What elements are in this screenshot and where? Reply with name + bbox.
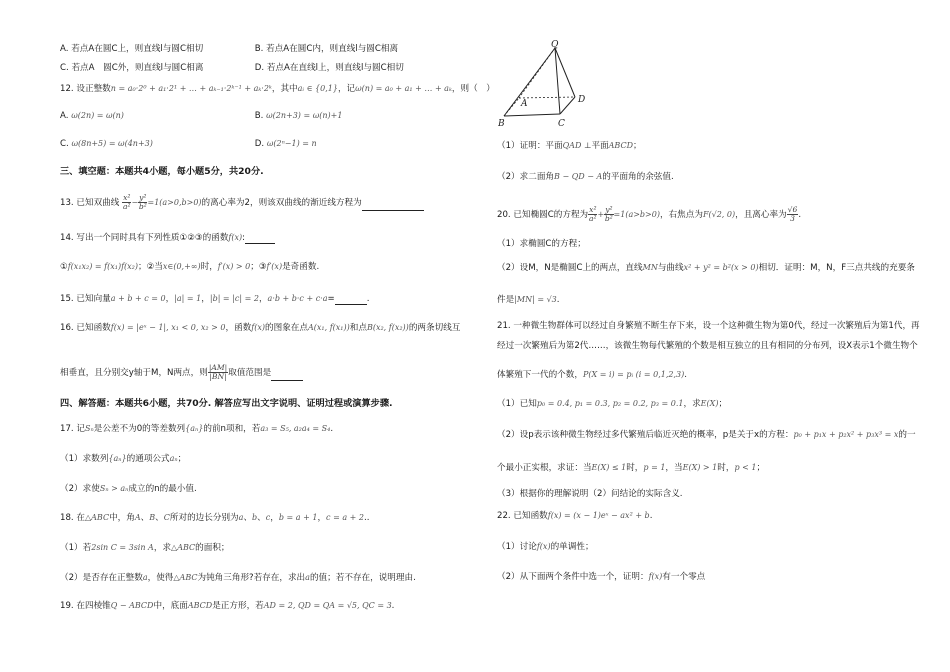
q18-text: 的值；若不存在，说明理由.	[309, 573, 416, 583]
q18-math: a	[142, 573, 148, 582]
q14-text: :	[242, 233, 246, 243]
q21-text: ，求	[683, 399, 701, 409]
q20-frac-den: a²	[589, 214, 597, 223]
q16-math-2: f(x)	[251, 323, 266, 332]
q22-math: f(x)	[536, 542, 551, 551]
q21-text: ，当	[665, 463, 683, 473]
q14-math-2: x∈(0,+∞)	[162, 262, 201, 271]
q19-stem	[60, 600, 394, 612]
q18-text: ，	[317, 513, 327, 523]
q20-text: ，右焦点为	[659, 210, 703, 220]
q18-math: a	[238, 513, 244, 522]
q11-option-d: D. 若点A在直线l上，则直线l与圆C相切	[254, 63, 404, 73]
q22-text: （2）从下面两个条件中选一个，证明：	[497, 572, 649, 582]
q18-math: b	[252, 513, 258, 522]
q21-math: p = 1	[643, 463, 666, 472]
label-Q: Q	[551, 40, 559, 50]
q19-math: QAD ⊥	[562, 141, 592, 150]
q19-text: （2）求二面角	[497, 172, 555, 182]
q12-text: ，则（ ）	[451, 84, 495, 94]
q20-plus: +	[597, 210, 605, 219]
q18-math: △ABC	[171, 543, 196, 552]
q18-stem	[60, 512, 369, 524]
q20-math: MN	[642, 263, 658, 272]
q21-line1: 21. 一种微生物群体可以经过自身繁殖不断生存下来，设一个这种微生物为第0代，经过一次繁殖后为第1代，再	[497, 321, 920, 331]
q19-text: 是正方形，若	[212, 601, 264, 611]
q16-text: 的图象在点	[265, 323, 308, 333]
q19-math: ABCD	[187, 601, 213, 610]
q17-text: （1）求数列	[60, 454, 109, 464]
label-D: D	[578, 95, 586, 105]
q12-options-row2	[60, 138, 317, 150]
q14-text: 时，	[200, 262, 218, 272]
q14-text: 是奇函数.	[282, 262, 320, 272]
q19-text: 中，底面	[153, 601, 188, 611]
q16-text: 16. 已知函数	[60, 323, 111, 333]
q22-part1	[497, 541, 594, 553]
q19-text: .	[391, 601, 395, 611]
q16-frac-num: |AM|	[208, 363, 228, 372]
q19-text: ；	[633, 141, 642, 151]
q21-part2-line2	[497, 462, 765, 474]
q14-text: ；③	[250, 262, 267, 272]
q20-fraction-e	[787, 205, 802, 223]
q16-math-3: A(x₁, f(x₁))	[308, 323, 350, 332]
q13-frac-den: b²	[138, 202, 147, 211]
label-C: C	[558, 119, 565, 128]
q14-math-4: f′(x)	[266, 262, 283, 271]
q16-text: 的两条切线互	[408, 323, 461, 333]
q21-text: 个最小正实根，求证：当	[497, 463, 592, 473]
q15-text: .	[366, 294, 370, 304]
q18-part1	[60, 542, 230, 554]
q15-math-3: |b| = |c| = 2	[209, 294, 259, 303]
q20-frac-num: √6	[787, 205, 798, 214]
q18-part2	[60, 572, 416, 584]
q22-stem	[497, 510, 652, 522]
q18-text: 所对的边长分别为	[169, 513, 239, 523]
q21-part1	[497, 398, 727, 410]
q13-answer-blank[interactable]	[362, 201, 424, 211]
q14-text: ①	[60, 262, 68, 272]
q20-text: 件是	[497, 295, 515, 305]
q22-text: 的单调性；	[550, 542, 594, 552]
q15-text: ，	[258, 294, 268, 304]
q21-text: ；	[756, 463, 766, 473]
q12-option-c-label: C.	[60, 139, 69, 149]
q13-text: 13. 已知双曲线	[60, 198, 120, 208]
q17-text: 的前n项和，若	[203, 424, 261, 434]
q21-text: （1）已知	[497, 399, 537, 409]
q19-text: 的平面角的余弦值.	[602, 172, 674, 182]
q12-option-b-label: B.	[254, 111, 264, 121]
q13-condition: =1(a>0,b>0)	[147, 198, 202, 207]
q12-text: ，其中	[271, 84, 298, 94]
q21-math: E(X)	[700, 399, 719, 408]
q21-line2: 经过一次繁殖后为第2代……，该微生物每代繁殖的个数是相互独立的且有相同的分布列，设X表示1个微生物个	[497, 341, 918, 351]
label-A: A	[521, 99, 528, 109]
q17-text: 的通项公式	[126, 454, 170, 464]
q11-options-row1	[60, 43, 398, 55]
q20-stem	[497, 206, 801, 223]
q20-text: 20. 已知椭圆C的方程为	[497, 210, 589, 220]
q15-math-4: a·b + b·c + c·a	[267, 294, 328, 303]
q21-text: .	[684, 370, 687, 380]
q16-text: 相垂直，且分别交y轴于M，N两点，则	[60, 368, 208, 378]
q20-fraction-y	[604, 206, 613, 223]
q18-math: 2sin C = 3sin A	[91, 543, 154, 552]
q14-properties	[60, 261, 319, 273]
q16-math-1: f(x) = |eˣ − 1|, x₁ < 0, x₂ > 0	[110, 323, 226, 332]
q17-text: 17. 记	[60, 424, 85, 434]
q16-text: 和点	[349, 323, 367, 333]
q20-part2-line1	[497, 262, 915, 274]
q18-text: ，求	[153, 543, 172, 553]
q13-text: 的离心率为2，则该双曲线的渐近线方程为	[201, 198, 362, 208]
q21-text: 体繁殖下一代的个数，	[497, 370, 583, 380]
q18-math: a	[305, 573, 310, 582]
q12-option-d-math: ω(2ⁿ−1) = n	[266, 139, 317, 148]
q18-math: △ABC	[173, 573, 198, 582]
q18-text: 中，角	[109, 513, 135, 523]
q21-math: E(X) ≤ 1	[591, 463, 627, 472]
q20-math: |MN| = √3	[514, 295, 557, 304]
q15-text: =	[327, 294, 335, 304]
q18-text: 的面积；	[195, 543, 230, 553]
label-B: B	[498, 119, 505, 128]
q18-math: b = a + 1	[278, 513, 318, 522]
q17-text: 成立的n的最小值.	[128, 484, 197, 494]
q21-math: E(X) > 1	[682, 463, 718, 472]
q19-math: Q − ABCD	[110, 601, 154, 610]
q21-math: p₀ + p₁x + p₂x² + p₃x³ = x	[793, 430, 899, 439]
q16-frac-den: |BN|	[209, 372, 227, 381]
q18-text: ，使得	[147, 573, 174, 583]
q18-math: △ABC	[85, 513, 110, 522]
q20-text: 相切．证明：M，N，F三点共线的充要条	[758, 263, 915, 273]
q19-math: AD = 2, QD = QA = √5, QC = 3	[263, 601, 392, 610]
q12-option-a-math: ω(2n) = ω(n)	[71, 111, 124, 120]
q16-fraction	[208, 364, 228, 381]
q21-text: 时，	[626, 463, 644, 473]
q11-option-b: B. 若点A在圆C内，则直线l与圆C相离	[254, 44, 399, 54]
q18-math: c = a + 2	[326, 513, 364, 522]
q20-part2-line2	[497, 294, 560, 306]
q21-math: p < 1	[734, 463, 757, 472]
q22-text: （1）讨论	[497, 542, 537, 552]
q18-math: C	[163, 513, 170, 522]
q21-text: ；	[718, 399, 728, 409]
q20-frac-den: b²	[604, 214, 613, 223]
q17-text: 是公差不为0的等差数列	[93, 424, 186, 434]
q14-answer-blank[interactable]	[245, 234, 275, 244]
q17-part1	[60, 453, 186, 465]
q12-option-c	[60, 138, 252, 150]
q17-text: ；	[177, 454, 187, 464]
q14-text: 14. 写出一个同时具有下列性质①②③的函数	[60, 233, 229, 243]
q12-option-d-label: D.	[254, 139, 265, 149]
q12-math-a: aᵢ ∈ {0,1}	[297, 84, 338, 93]
q22-text: .	[649, 511, 653, 521]
q18-text: 18. 在	[60, 513, 85, 523]
q17-math-3: a₃ = S₅, a₂a₄ = S₄	[260, 424, 331, 433]
q18-math: A	[134, 513, 141, 522]
q17-text: .	[330, 424, 334, 434]
q12-text: 12. 设正整数	[60, 84, 111, 94]
left-column	[60, 0, 500, 672]
q22-math: f(x)	[648, 572, 663, 581]
q21-part2-line1	[497, 429, 916, 441]
q18-text: 、	[243, 513, 253, 523]
q12-option-a	[60, 110, 252, 122]
q15-math-1: a + b + c = 0	[110, 294, 166, 303]
q14-math-3: f′(x) > 0	[217, 262, 251, 271]
q15-math-2: |a| = 1	[174, 294, 202, 303]
q18-text: ..	[363, 513, 370, 523]
q12-option-c-math: ω(8n+5) = ω(4n+3)	[71, 139, 153, 148]
q19-math: B − QD − A	[554, 172, 603, 181]
q12-option-b	[255, 110, 343, 122]
q14-math-fx: f(x)	[228, 233, 243, 242]
q17-text: （2）求使	[60, 484, 100, 494]
q18-text: 、	[140, 513, 150, 523]
q20-frac-den: 3	[790, 214, 795, 223]
q21-text: 的一	[898, 430, 916, 440]
q19-part2	[497, 171, 674, 183]
q11-option-c: C. 若点A 圆C外，则直线l与圆C相离	[60, 63, 204, 73]
q15-text: ，	[201, 294, 210, 304]
q20-text: .	[798, 210, 802, 220]
q17-math: Sₙ > aₙ	[99, 484, 129, 493]
q15	[60, 293, 369, 305]
q12-math-omega: ω(n) = a₀ + a₁ + … + aₖ	[355, 84, 452, 93]
q16-line2	[60, 364, 303, 381]
q16-line1	[60, 322, 460, 334]
q12-option-d	[255, 138, 317, 150]
q20-frac-num: x²	[589, 205, 597, 214]
q20-frac-num: y²	[605, 205, 613, 214]
q13	[60, 194, 424, 211]
q14-stem	[60, 232, 275, 244]
q22-text: 22. 已知函数	[497, 511, 548, 521]
q13-frac-den: a²	[122, 202, 131, 211]
q15-answer-blank[interactable]	[335, 295, 367, 305]
q16-answer-blank[interactable]	[271, 371, 303, 381]
q21-line3	[497, 369, 687, 381]
q12-text: ，记	[337, 84, 356, 94]
q18-text: 、	[257, 513, 266, 523]
q20-text: （2）设M，N是椭圆C上的两点，直线	[497, 263, 643, 273]
q22-text: 有一个零点	[662, 572, 706, 582]
q12-stem	[60, 83, 495, 95]
q11-options-row2	[60, 62, 404, 74]
q18-text: （1）若	[60, 543, 92, 553]
q12-options-row1	[60, 110, 342, 122]
q20-text: ，且离心率为	[735, 210, 787, 220]
q21-part3: （3）根据你的理解说明（2）问结论的实际含义.	[497, 489, 683, 499]
q18-math: B	[149, 513, 156, 522]
q15-text: 15. 已知向量	[60, 294, 111, 304]
q18-text: 为钝角三角形?若存在，求出	[197, 573, 306, 583]
q16-text: 取值范围是	[228, 368, 272, 378]
q19-text: （1）证明：平面	[497, 141, 563, 151]
q15-text: ，	[165, 294, 175, 304]
q17-part2	[60, 483, 197, 495]
q17-math: {aₙ}	[108, 454, 127, 463]
q18-text: （2）是否存在正整数	[60, 573, 143, 583]
q20-text: .	[556, 295, 560, 305]
q16-text: ，函数	[225, 323, 252, 333]
q19-text: 19. 在四棱锥	[60, 601, 111, 611]
q11-option-a: A. 若点A在圆C上，则直线l与圆C相切	[60, 44, 204, 54]
q21-math: P(X = i) = pᵢ (i = 0,1,2,3)	[582, 370, 685, 379]
q13-minus: −	[131, 198, 139, 207]
q19-text: 平面	[591, 141, 609, 151]
q17-math-1: Sₙ	[85, 424, 94, 433]
q20-text: 与曲线	[657, 263, 684, 273]
q18-math: c	[265, 513, 271, 522]
q18-text: ，	[270, 513, 279, 523]
q18-text: 、	[155, 513, 164, 523]
q21-text: （2）设p表示该种微生物经过多代繁殖后临近灭绝的概率，p是关于x的方程：	[497, 430, 794, 440]
q20-math: x² + y² = b²(x > 0)	[683, 263, 759, 272]
q20-part1: （1）求椭圆C的方程；	[497, 239, 586, 249]
q16-math-4: B(x₂, f(x₂))	[366, 323, 409, 332]
q20-condition: =1(a>b>0)	[613, 210, 660, 219]
q13-frac-num: y²	[139, 193, 147, 202]
right-column	[497, 0, 937, 672]
section-3-heading: 三、填空题：本题共4小题，每小题5分，共20分.	[60, 166, 264, 177]
q22-math: f(x) = (x − 1)eˣ − ax² + b	[547, 511, 650, 520]
q12-math-n: n = a₀·2⁰ + a₁·2¹ + … + aₖ₋₁·2ᵏ⁻¹ + aₖ·2ᵏ	[110, 84, 272, 93]
q12-option-b-math: ω(2n+3) = ω(n)+1	[266, 111, 343, 120]
q19-math: ABCD	[608, 141, 633, 150]
q14-text: ；②当	[138, 262, 163, 272]
q12-option-a-label: A.	[60, 111, 69, 121]
q22-part2	[497, 571, 705, 583]
section-4-heading: 四、解答题：本题共6小题，共70分. 解答应写出文字说明、证明过程或演算步骤.	[60, 398, 393, 409]
q21-math: p₀ = 0.4, p₁ = 0.3, p₂ = 0.2, p₃ = 0.1	[536, 399, 684, 408]
q13-frac-num: x²	[123, 193, 131, 202]
q17-stem	[60, 423, 333, 435]
q21-text: 时，	[717, 463, 735, 473]
q14-math-1: f(x₁x₂) = f(x₁)f(x₂)	[67, 262, 138, 271]
q17-math: aₙ	[169, 454, 178, 463]
q20-math: F(√2, 0)	[702, 210, 736, 219]
q19-part1	[497, 140, 642, 152]
q17-math-2: {aₙ}	[185, 424, 204, 433]
